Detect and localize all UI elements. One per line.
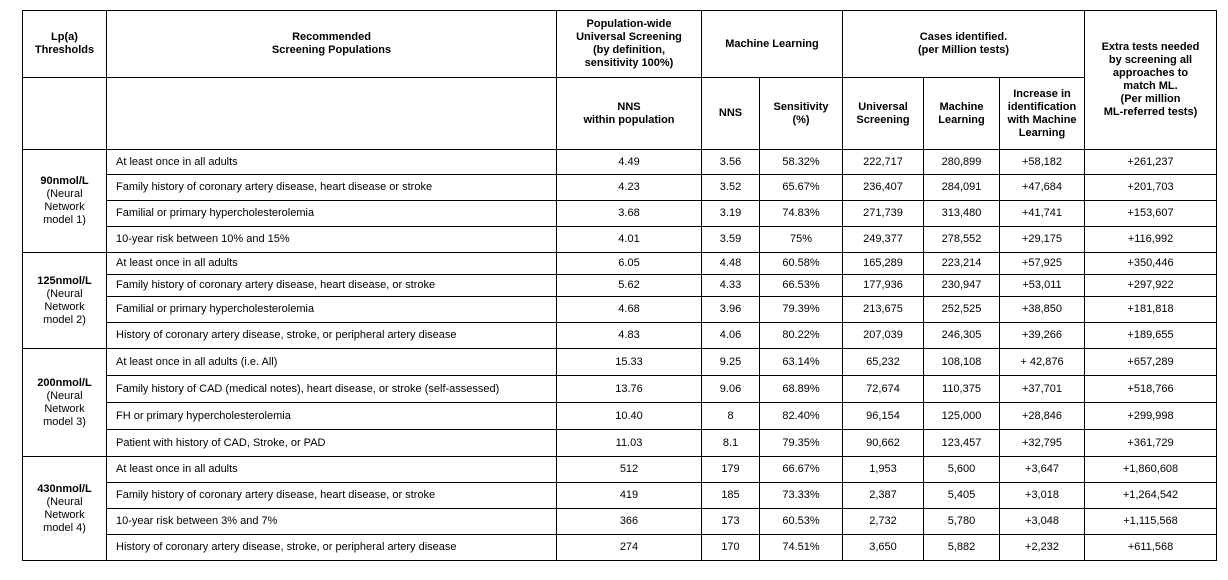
table-row <box>23 457 1217 483</box>
nns-cell: 8.1 <box>702 430 760 457</box>
header-increase: Increase in identification with Machine Learning <box>1000 78 1085 150</box>
universal-cases-cell: 72,674 <box>843 376 924 403</box>
increase-cell: +3,048 <box>1000 509 1085 535</box>
sensitivity-cell: 79.35% <box>760 430 843 457</box>
nns-within-cell: 6.05 <box>557 253 702 275</box>
increase-cell: +47,684 <box>1000 175 1085 201</box>
population-cell: 10-year risk between 3% and 7% <box>107 509 557 535</box>
extra-tests-cell: +201,703 <box>1085 175 1217 201</box>
extra-tests-cell: +657,289 <box>1085 349 1217 376</box>
population-cell: At least once in all adults <box>107 253 557 275</box>
header-sensitivity: Sensitivity (%) <box>760 78 843 150</box>
ml-cases-cell: 5,882 <box>924 535 1000 561</box>
ml-cases-cell: 313,480 <box>924 201 1000 227</box>
ml-cases-cell: 252,525 <box>924 297 1000 323</box>
nns-within-cell: 4.83 <box>557 323 702 349</box>
population-cell: At least once in all adults (i.e. All) <box>107 349 557 376</box>
universal-cases-cell: 177,936 <box>843 275 924 297</box>
nns-within-cell: 5.62 <box>557 275 702 297</box>
population-cell: Patient with history of CAD, Stroke, or PAD <box>107 430 557 457</box>
universal-cases-cell: 96,154 <box>843 403 924 430</box>
header-ml-cases: Machine Learning <box>924 78 1000 150</box>
increase-cell: +28,846 <box>1000 403 1085 430</box>
extra-tests-cell: +350,446 <box>1085 253 1217 275</box>
nns-within-cell: 4.49 <box>557 150 702 175</box>
increase-cell: +37,701 <box>1000 376 1085 403</box>
table-row <box>23 201 1217 227</box>
increase-cell: +3,647 <box>1000 457 1085 483</box>
population-cell: Familial or primary hypercholesterolemia <box>107 201 557 227</box>
ml-cases-cell: 280,899 <box>924 150 1000 175</box>
universal-cases-cell: 165,289 <box>843 253 924 275</box>
nns-cell: 9.25 <box>702 349 760 376</box>
nns-cell: 4.48 <box>702 253 760 275</box>
table-row <box>23 403 1217 430</box>
nns-cell: 3.59 <box>702 227 760 253</box>
nns-cell: 170 <box>702 535 760 561</box>
increase-cell: +53,011 <box>1000 275 1085 297</box>
nns-within-cell: 419 <box>557 483 702 509</box>
sensitivity-cell: 63.14% <box>760 349 843 376</box>
increase-cell: +32,795 <box>1000 430 1085 457</box>
model-label: (Neural Network model 1) <box>43 188 86 226</box>
extra-tests-cell: +361,729 <box>1085 430 1217 457</box>
extra-tests-cell: +1,860,608 <box>1085 457 1217 483</box>
header-nns: NNS <box>702 78 760 150</box>
nns-within-cell: 13.76 <box>557 376 702 403</box>
nns-within-cell: 4.23 <box>557 175 702 201</box>
nns-within-cell: 512 <box>557 457 702 483</box>
threshold-cell <box>23 349 107 457</box>
threshold-value: 200nmol/L <box>37 376 92 389</box>
table-row <box>23 483 1217 509</box>
ml-cases-cell: 123,457 <box>924 430 1000 457</box>
header-universal-screening: Population-wide Universal Screening (by definition, sensitivity 100%) <box>557 11 702 78</box>
universal-cases-cell: 3,650 <box>843 535 924 561</box>
sensitivity-cell: 68.89% <box>760 376 843 403</box>
increase-cell: +39,266 <box>1000 323 1085 349</box>
nns-cell: 9.06 <box>702 376 760 403</box>
nns-within-cell: 4.68 <box>557 297 702 323</box>
increase-cell: +2,232 <box>1000 535 1085 561</box>
extra-tests-cell: +1,264,542 <box>1085 483 1217 509</box>
extra-tests-cell: +189,655 <box>1085 323 1217 349</box>
nns-cell: 179 <box>702 457 760 483</box>
nns-within-cell: 274 <box>557 535 702 561</box>
population-cell: Family history of coronary artery disease, heart disease or stroke <box>107 175 557 201</box>
increase-cell: + 42,876 <box>1000 349 1085 376</box>
sensitivity-cell: 74.83% <box>760 201 843 227</box>
extra-tests-cell: +116,992 <box>1085 227 1217 253</box>
population-cell: Family history of coronary artery disease, heart disease, or stroke <box>107 275 557 297</box>
header-lpa-thresholds: Lp(a) Thresholds <box>23 11 107 78</box>
nns-cell: 4.33 <box>702 275 760 297</box>
threshold-value: 430nmol/L <box>37 482 92 495</box>
sensitivity-cell: 73.33% <box>760 483 843 509</box>
header-extra-tests: Extra tests needed by screening all approaches to match ML. (Per million ML-referred tests) <box>1085 11 1217 150</box>
nns-within-cell: 15.33 <box>557 349 702 376</box>
table-row <box>23 430 1217 457</box>
table-row <box>23 376 1217 403</box>
threshold-cell <box>23 150 107 253</box>
table-row <box>23 535 1217 561</box>
nns-cell: 4.06 <box>702 323 760 349</box>
universal-cases-cell: 222,717 <box>843 150 924 175</box>
nns-cell: 3.96 <box>702 297 760 323</box>
extra-tests-cell: +299,998 <box>1085 403 1217 430</box>
table-row <box>23 175 1217 201</box>
universal-cases-cell: 65,232 <box>843 349 924 376</box>
population-cell: History of coronary artery disease, stroke, or peripheral artery disease <box>107 535 557 561</box>
threshold-cell <box>23 253 107 349</box>
extra-tests-cell: +153,607 <box>1085 201 1217 227</box>
universal-cases-cell: 236,407 <box>843 175 924 201</box>
ml-cases-cell: 5,780 <box>924 509 1000 535</box>
nns-cell: 3.56 <box>702 150 760 175</box>
sensitivity-cell: 79.39% <box>760 297 843 323</box>
table-row <box>23 150 1217 175</box>
extra-tests-cell: +261,237 <box>1085 150 1217 175</box>
increase-cell: +3,018 <box>1000 483 1085 509</box>
threshold-value: 90nmol/L <box>40 175 89 187</box>
population-cell: History of coronary artery disease, stroke, or peripheral artery disease <box>107 323 557 349</box>
ml-cases-cell: 5,600 <box>924 457 1000 483</box>
table-row <box>23 227 1217 253</box>
ml-cases-cell: 5,405 <box>924 483 1000 509</box>
extra-tests-cell: +1,115,568 <box>1085 509 1217 535</box>
nns-within-cell: 11.03 <box>557 430 702 457</box>
population-cell: FH or primary hypercholesterolemia <box>107 403 557 430</box>
nns-within-cell: 4.01 <box>557 227 702 253</box>
header-machine-learning: Machine Learning <box>702 11 843 78</box>
sensitivity-cell: 66.53% <box>760 275 843 297</box>
universal-cases-cell: 207,039 <box>843 323 924 349</box>
nns-cell: 3.52 <box>702 175 760 201</box>
table-row <box>23 253 1217 275</box>
model-label: (Neural Network model 2) <box>43 287 86 326</box>
population-cell: Familial or primary hypercholesterolemia <box>107 297 557 323</box>
ml-cases-cell: 110,375 <box>924 376 1000 403</box>
table-row <box>23 509 1217 535</box>
population-cell: At least once in all adults <box>107 457 557 483</box>
increase-cell: +58,182 <box>1000 150 1085 175</box>
nns-cell: 173 <box>702 509 760 535</box>
ml-cases-cell: 230,947 <box>924 275 1000 297</box>
sensitivity-cell: 74.51% <box>760 535 843 561</box>
sensitivity-cell: 75% <box>760 227 843 253</box>
extra-tests-cell: +181,818 <box>1085 297 1217 323</box>
increase-cell: +38,850 <box>1000 297 1085 323</box>
table-row <box>23 297 1217 323</box>
ml-cases-cell: 246,305 <box>924 323 1000 349</box>
sensitivity-cell: 66.67% <box>760 457 843 483</box>
header-blank-1 <box>23 78 107 150</box>
header-cases-identified: Cases identified. (per Million tests) <box>843 11 1085 78</box>
universal-cases-cell: 1,953 <box>843 457 924 483</box>
nns-cell: 8 <box>702 403 760 430</box>
table-row <box>23 275 1217 297</box>
universal-cases-cell: 2,732 <box>843 509 924 535</box>
ml-cases-cell: 125,000 <box>924 403 1000 430</box>
increase-cell: +41,741 <box>1000 201 1085 227</box>
population-cell: Family history of CAD (medical notes), heart disease, or stroke (self-assessed) <box>107 376 557 403</box>
sensitivity-cell: 82.40% <box>760 403 843 430</box>
sensitivity-cell: 60.58% <box>760 253 843 275</box>
nns-cell: 3.19 <box>702 201 760 227</box>
increase-cell: +57,925 <box>1000 253 1085 275</box>
ml-cases-cell: 223,214 <box>924 253 1000 275</box>
nns-within-cell: 3.68 <box>557 201 702 227</box>
sensitivity-cell: 60.53% <box>760 509 843 535</box>
increase-cell: +29,175 <box>1000 227 1085 253</box>
sensitivity-cell: 65.67% <box>760 175 843 201</box>
nns-within-cell: 10.40 <box>557 403 702 430</box>
extra-tests-cell: +518,766 <box>1085 376 1217 403</box>
population-cell: At least once in all adults <box>107 150 557 175</box>
model-label: (Neural Network model 3) <box>43 389 86 428</box>
nns-within-cell: 366 <box>557 509 702 535</box>
header-blank-2 <box>107 78 557 150</box>
population-cell: 10-year risk between 10% and 15% <box>107 227 557 253</box>
sensitivity-cell: 80.22% <box>760 323 843 349</box>
universal-cases-cell: 90,662 <box>843 430 924 457</box>
header-nns-within-population: NNS within population <box>557 78 702 150</box>
table-row <box>23 349 1217 376</box>
extra-tests-cell: +297,922 <box>1085 275 1217 297</box>
header-universal-cases: Universal Screening <box>843 78 924 150</box>
universal-cases-cell: 213,675 <box>843 297 924 323</box>
lpa-screening-table <box>22 10 1217 561</box>
ml-cases-cell: 278,552 <box>924 227 1000 253</box>
universal-cases-cell: 271,739 <box>843 201 924 227</box>
table-body <box>23 150 1217 561</box>
extra-tests-cell: +611,568 <box>1085 535 1217 561</box>
universal-cases-cell: 249,377 <box>843 227 924 253</box>
table-row <box>23 323 1217 349</box>
threshold-value: 125nmol/L <box>37 274 92 287</box>
universal-cases-cell: 2,387 <box>843 483 924 509</box>
population-cell: Family history of coronary artery disease, heart disease, or stroke <box>107 483 557 509</box>
ml-cases-cell: 284,091 <box>924 175 1000 201</box>
nns-cell: 185 <box>702 483 760 509</box>
table-container <box>22 10 1217 561</box>
ml-cases-cell: 108,108 <box>924 349 1000 376</box>
header-screening-populations: Recommended Screening Populations <box>107 11 557 78</box>
sensitivity-cell: 58.32% <box>760 150 843 175</box>
threshold-cell <box>23 457 107 561</box>
model-label: (Neural Network model 4) <box>43 495 86 534</box>
